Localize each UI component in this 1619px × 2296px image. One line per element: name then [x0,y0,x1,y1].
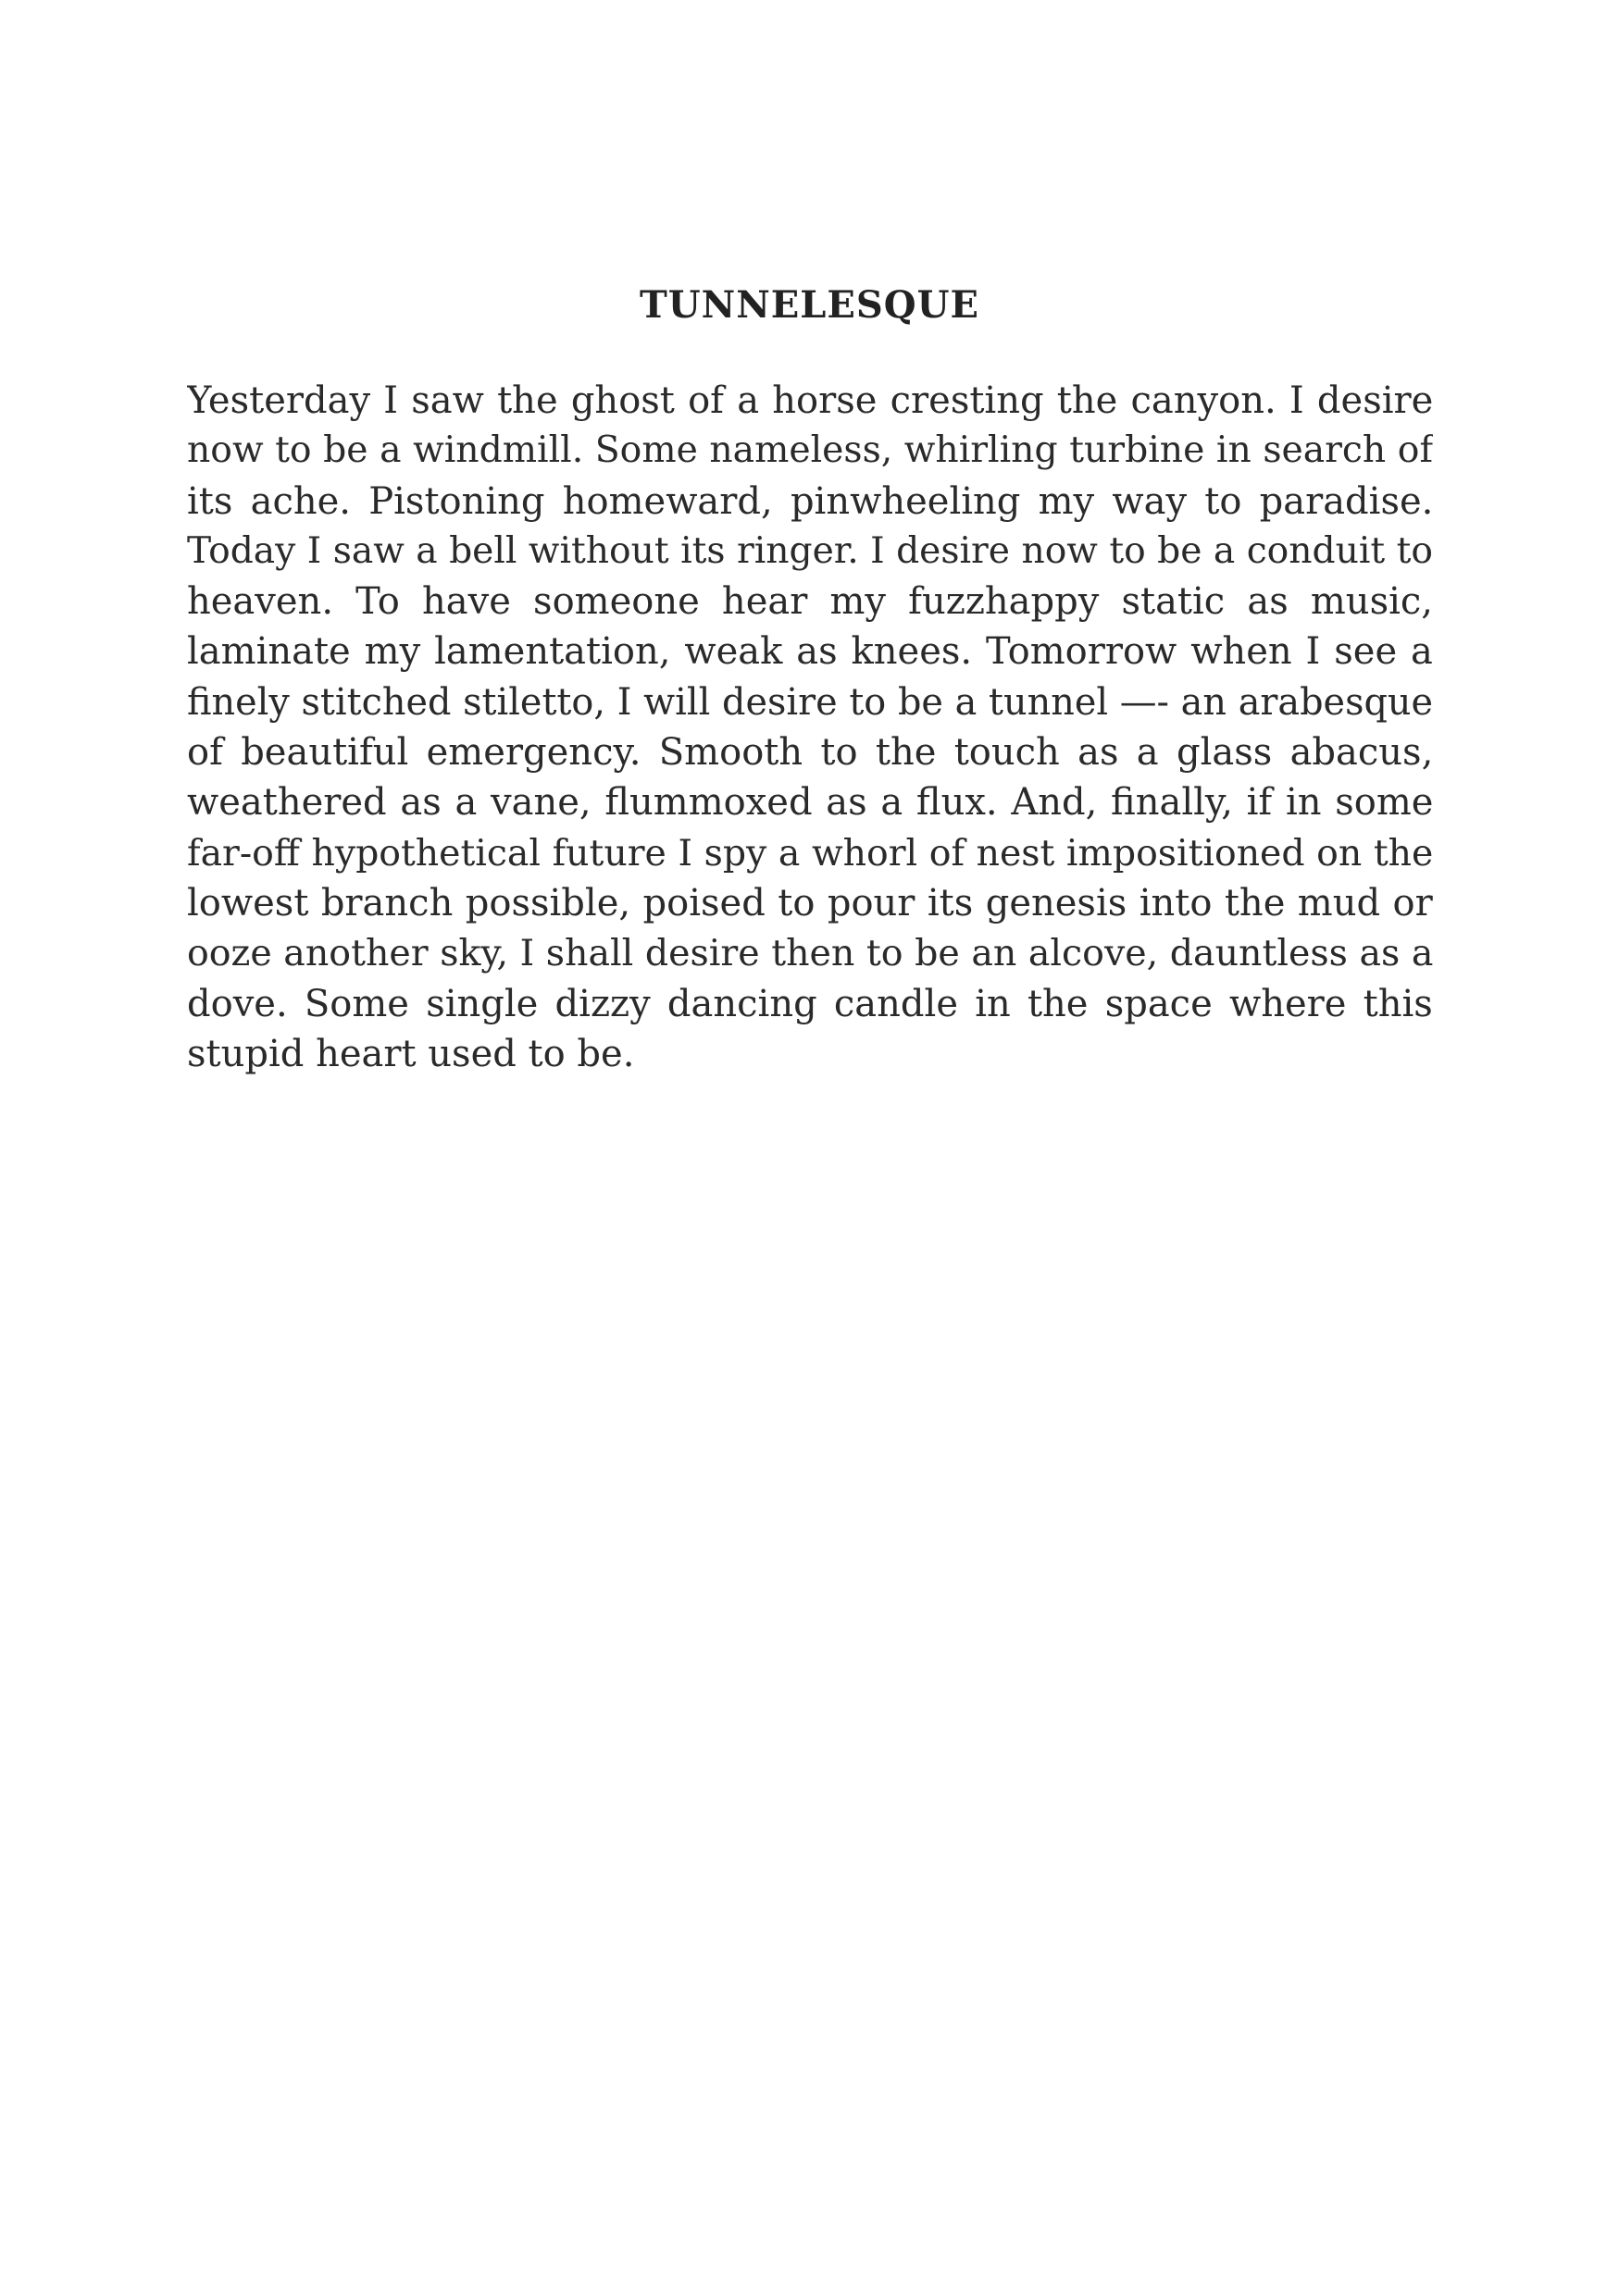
poem-line: far-off hypothetical future I spy a whorl of nest impositioned on the [187,831,1433,875]
poem-line: dove. Some single dizzy dancing candle in the space where this [187,982,1433,1025]
poem-line: weathered as a vane, flummoxed as a flux. And, finally, if in some [187,781,1433,825]
poem-line: Today I saw a bell without its ringer. I desire now to be a conduit to [187,529,1433,572]
poem-line: heaven. To have someone hear my fuzzhappy static as music, [187,580,1433,624]
poem-line: stupid heart used to be. [187,1032,635,1075]
poem-line: ooze another sky, I shall desire then to be an alcove, dauntless as a [187,932,1433,975]
poem-line: lowest branch possible, poised to pour its genesis into the mud or [187,881,1433,925]
poem-line: Yesterday I saw the ghost of a horse cresting the canyon. I desire [187,379,1433,422]
poem-line: laminate my lamentation, weak as knees. Tomorrow when I see a [187,630,1433,674]
poem-line: its ache. Pistoning homeward, pinwheeling my way to paradise. [187,479,1433,523]
poem-body [187,376,1433,1079]
poem-line: now to be a windmill. Some nameless, whirling turbine in search of [187,429,1433,472]
poem-line: of beautiful emergency. Smooth to the touch as a glass abacus, [187,731,1433,775]
poem-title: TUNNELESQUE [640,283,979,327]
poem-line: finely stitched stiletto, I will desire to be a tunnel —- an arabesque [187,680,1433,724]
